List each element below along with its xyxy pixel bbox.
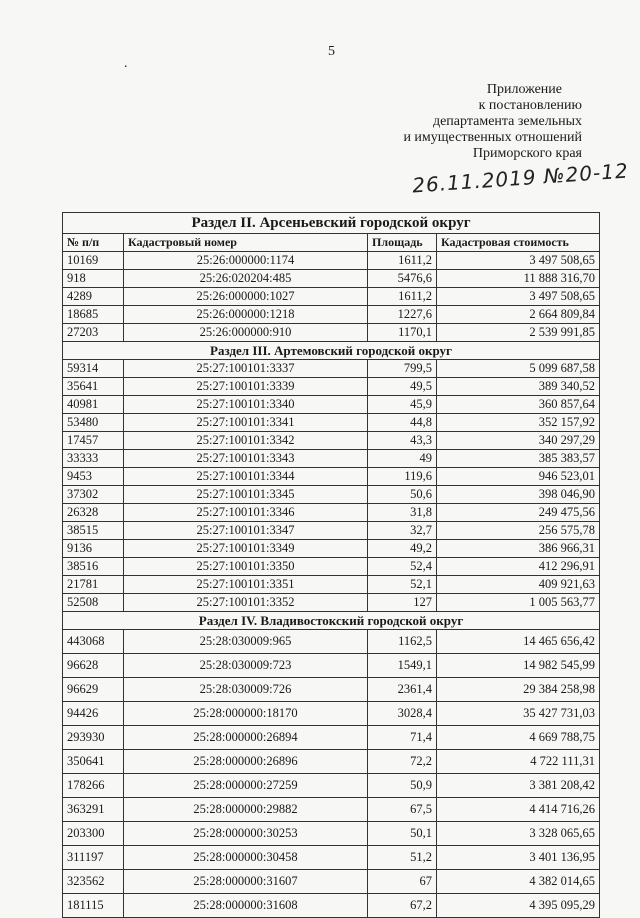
table-cell: 17457 (63, 432, 124, 450)
table-row (63, 540, 600, 558)
table-cell: 31,8 (368, 504, 437, 522)
appendix-line: к постановлению (478, 98, 582, 113)
table-cell: 25:27:100101:3342 (124, 432, 368, 450)
table-cell: 256 575,78 (437, 522, 600, 540)
table-cell: 352 157,92 (437, 414, 600, 432)
table-cell: 25:26:000000:910 (124, 324, 368, 342)
table-cell: 25:27:100101:3349 (124, 540, 368, 558)
table-row (63, 270, 600, 288)
table-cell: 25:28:030009:723 (124, 654, 368, 678)
column-header: Площадь (368, 234, 437, 252)
table-cell: 25:28:000000:29882 (124, 798, 368, 822)
section-header-row (63, 213, 600, 234)
table-row (63, 726, 600, 750)
table-cell: 25:26:020204:485 (124, 270, 368, 288)
table-cell: 38515 (63, 522, 124, 540)
table-cell: 25:27:100101:3347 (124, 522, 368, 540)
table-cell: 25:27:100101:3346 (124, 504, 368, 522)
table-row (63, 396, 600, 414)
table-row (63, 252, 600, 270)
table-cell: 1227,6 (368, 306, 437, 324)
table-row (63, 306, 600, 324)
table-cell: 40981 (63, 396, 124, 414)
table-cell: 3 401 136,95 (437, 846, 600, 870)
section-title: Раздел IV. Владивостокский городской округ (63, 612, 600, 630)
table-cell: 4 382 014,65 (437, 870, 600, 894)
table-cell: 72,2 (368, 750, 437, 774)
table-cell: 49 (368, 450, 437, 468)
table-row (63, 378, 600, 396)
table-cell: 1162,5 (368, 630, 437, 654)
table-cell: 37302 (63, 486, 124, 504)
table-cell: 25:28:000000:18170 (124, 702, 368, 726)
table-cell: 25:26:000000:1174 (124, 252, 368, 270)
table-cell: 5476,6 (368, 270, 437, 288)
page-number: 5 (328, 44, 335, 59)
appendix-line: департамента земельных (432, 114, 582, 129)
section-header-row (63, 612, 600, 630)
table-cell: 44,8 (368, 414, 437, 432)
table-cell: 18685 (63, 306, 124, 324)
table-row (63, 774, 600, 798)
table-row (63, 870, 600, 894)
table-cell: 33333 (63, 450, 124, 468)
table-row (63, 288, 600, 306)
table-cell: 1611,2 (368, 288, 437, 306)
column-header: № п/п (63, 234, 124, 252)
table-cell: 50,1 (368, 822, 437, 846)
table-cell: 49,5 (368, 378, 437, 396)
table-cell: 43,3 (368, 432, 437, 450)
table-row (63, 450, 600, 468)
table-cell: 1 005 563,77 (437, 594, 600, 612)
table-cell: 389 340,52 (437, 378, 600, 396)
table-cell: 443068 (63, 630, 124, 654)
column-header: Кадастровый номер (124, 234, 368, 252)
table-cell: 249 475,56 (437, 504, 600, 522)
table-cell: 4 414 716,26 (437, 798, 600, 822)
table-cell: 38516 (63, 558, 124, 576)
table-row (63, 432, 600, 450)
table-cell: 25:28:000000:30458 (124, 846, 368, 870)
table-cell: 25:27:100101:3337 (124, 360, 368, 378)
table-cell: 178266 (63, 774, 124, 798)
appendix-title: Приложение (486, 82, 562, 97)
table-cell: 2361,4 (368, 678, 437, 702)
table-row (63, 798, 600, 822)
table-cell: 340 297,29 (437, 432, 600, 450)
table-cell: 25:28:000000:26896 (124, 750, 368, 774)
table-cell: 9453 (63, 468, 124, 486)
table-cell: 946 523,01 (437, 468, 600, 486)
table-cell: 27203 (63, 324, 124, 342)
table-cell: 25:28:000000:31608 (124, 894, 368, 918)
table-cell: 350641 (63, 750, 124, 774)
appendix-line: и имущественных отношений (403, 130, 582, 145)
table-cell: 59314 (63, 360, 124, 378)
cadastral-table (62, 212, 600, 918)
table-cell: 50,9 (368, 774, 437, 798)
table-cell: 25:28:030009:726 (124, 678, 368, 702)
table-cell: 25:28:030009:965 (124, 630, 368, 654)
section-title: Раздел III. Артемовский городской округ (63, 342, 600, 360)
table-cell: 25:27:100101:3340 (124, 396, 368, 414)
handwritten-date: 26.11.2019 №20-12 (411, 158, 630, 198)
table-row (63, 468, 600, 486)
table-cell: 3 497 508,65 (437, 288, 600, 306)
table-cell: 51,2 (368, 846, 437, 870)
table-cell: 127 (368, 594, 437, 612)
table-cell: 3 381 208,42 (437, 774, 600, 798)
table-cell: 4 669 788,75 (437, 726, 600, 750)
table-row (63, 504, 600, 522)
table-cell: 25:27:100101:3343 (124, 450, 368, 468)
table-cell: 25:26:000000:1218 (124, 306, 368, 324)
table-cell: 11 888 316,70 (437, 270, 600, 288)
column-header-row (63, 234, 600, 252)
table-cell: 4289 (63, 288, 124, 306)
table-row (63, 414, 600, 432)
table-cell: 412 296,91 (437, 558, 600, 576)
table-cell: 3028,4 (368, 702, 437, 726)
section-title: Раздел II. Арсеньевский городской округ (63, 213, 600, 234)
table-cell: 67 (368, 870, 437, 894)
table-row (63, 678, 600, 702)
table-cell: 21781 (63, 576, 124, 594)
table-cell: 385 383,57 (437, 450, 600, 468)
table-cell: 25:27:100101:3344 (124, 468, 368, 486)
table-row (63, 630, 600, 654)
table-cell: 94426 (63, 702, 124, 726)
table-cell: 35 427 731,03 (437, 702, 600, 726)
table-cell: 53480 (63, 414, 124, 432)
table-cell: 50,6 (368, 486, 437, 504)
table-cell: 2 664 809,84 (437, 306, 600, 324)
table-cell: 799,5 (368, 360, 437, 378)
table-cell: 32,7 (368, 522, 437, 540)
table-cell: 71,4 (368, 726, 437, 750)
table-cell: 25:28:000000:31607 (124, 870, 368, 894)
table-cell: 360 857,64 (437, 396, 600, 414)
table-cell: 918 (63, 270, 124, 288)
table-cell: 67,5 (368, 798, 437, 822)
table-cell: 96628 (63, 654, 124, 678)
table-row (63, 576, 600, 594)
table-cell: 49,2 (368, 540, 437, 558)
table-cell: 25:26:000000:1027 (124, 288, 368, 306)
table-cell: 323562 (63, 870, 124, 894)
table-cell: 1611,2 (368, 252, 437, 270)
table-cell: 29 384 258,98 (437, 678, 600, 702)
table-cell: 2 539 991,85 (437, 324, 600, 342)
table-cell: 3 497 508,65 (437, 252, 600, 270)
table-cell: 25:28:000000:30253 (124, 822, 368, 846)
table-cell: 26328 (63, 504, 124, 522)
table-row (63, 324, 600, 342)
table-cell: 14 465 656,42 (437, 630, 600, 654)
table-cell: 9136 (63, 540, 124, 558)
table-cell: 3 328 065,65 (437, 822, 600, 846)
table-cell: 35641 (63, 378, 124, 396)
table-cell: 311197 (63, 846, 124, 870)
table-cell: 45,9 (368, 396, 437, 414)
table-cell: 4 395 095,29 (437, 894, 600, 918)
table-cell: 5 099 687,58 (437, 360, 600, 378)
table-cell: 203300 (63, 822, 124, 846)
appendix-block (403, 82, 582, 162)
table-row (63, 750, 600, 774)
table-row (63, 846, 600, 870)
table-cell: 96629 (63, 678, 124, 702)
table-cell: 363291 (63, 798, 124, 822)
table-cell: 14 982 545,99 (437, 654, 600, 678)
table-cell: 25:28:000000:26894 (124, 726, 368, 750)
table-cell: 25:27:100101:3350 (124, 558, 368, 576)
table-row (63, 360, 600, 378)
table-cell: 10169 (63, 252, 124, 270)
table-cell: 52,4 (368, 558, 437, 576)
stray-mark: . (124, 56, 128, 71)
appendix-line: Приморского края (472, 146, 582, 161)
table-cell: 181115 (63, 894, 124, 918)
section-header-row (63, 342, 600, 360)
table-cell: 386 966,31 (437, 540, 600, 558)
table-row (63, 822, 600, 846)
table-cell: 25:28:000000:27259 (124, 774, 368, 798)
table-row (63, 558, 600, 576)
table-cell: 25:27:100101:3345 (124, 486, 368, 504)
table-cell: 119,6 (368, 468, 437, 486)
table-cell: 25:27:100101:3339 (124, 378, 368, 396)
table-cell: 52,1 (368, 576, 437, 594)
table-cell: 409 921,63 (437, 576, 600, 594)
table-cell: 1170,1 (368, 324, 437, 342)
table-row (63, 894, 600, 918)
table-row (63, 654, 600, 678)
table-cell: 25:27:100101:3341 (124, 414, 368, 432)
table-row (63, 486, 600, 504)
table-cell: 52508 (63, 594, 124, 612)
table-cell: 398 046,90 (437, 486, 600, 504)
table-cell: 1549,1 (368, 654, 437, 678)
column-header: Кадастровая стоимость (437, 234, 600, 252)
table-row (63, 594, 600, 612)
table-cell: 67,2 (368, 894, 437, 918)
table-cell: 25:27:100101:3352 (124, 594, 368, 612)
table-row (63, 702, 600, 726)
table-cell: 293930 (63, 726, 124, 750)
table-cell: 25:27:100101:3351 (124, 576, 368, 594)
table-cell: 4 722 111,31 (437, 750, 600, 774)
table-row (63, 522, 600, 540)
